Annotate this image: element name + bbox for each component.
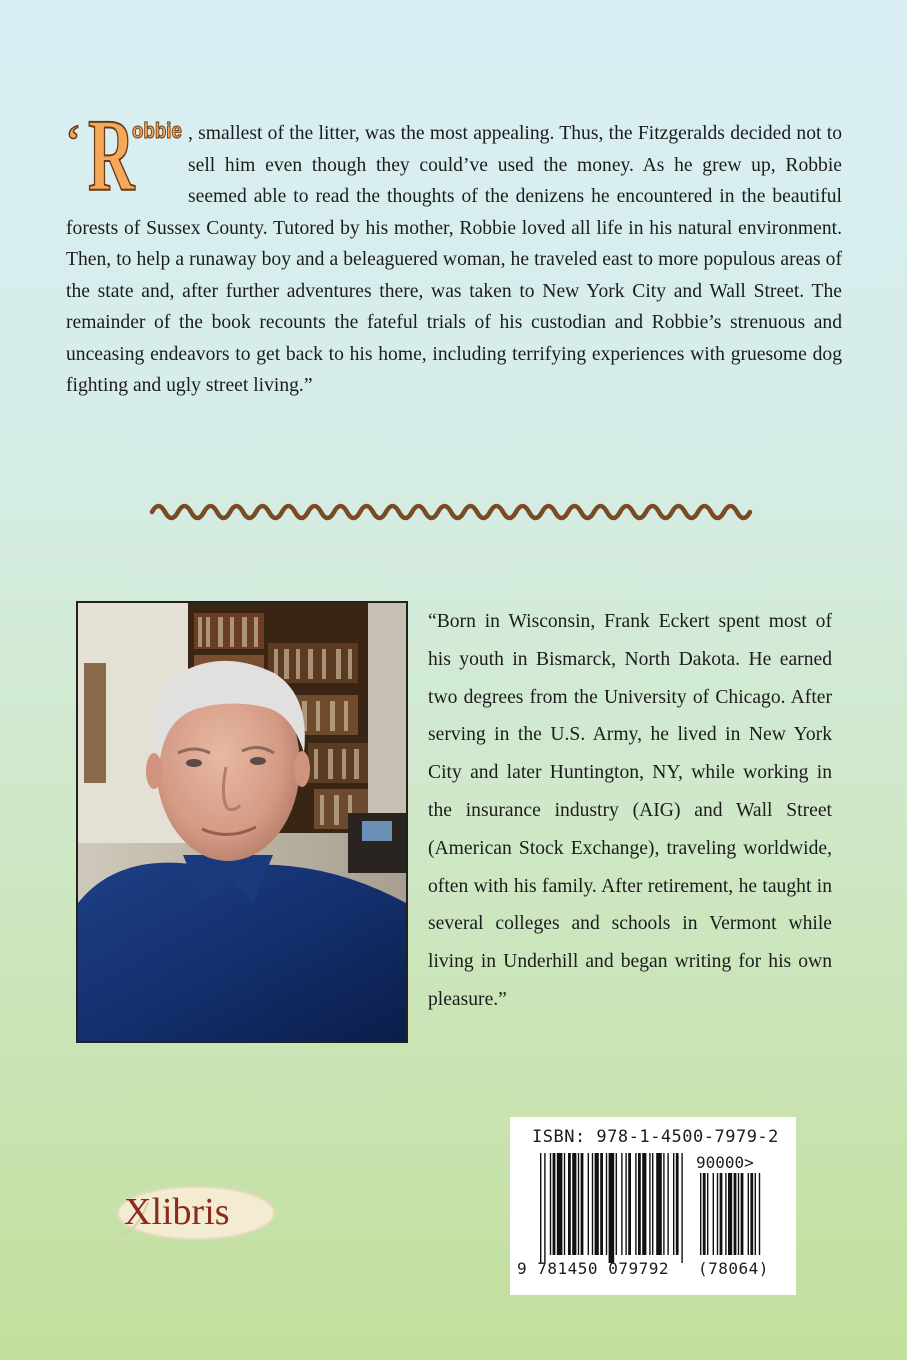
barcode-addon-bar	[713, 1173, 714, 1255]
barcode-addon-bar	[755, 1173, 756, 1255]
opening-quote-mark: ‘	[66, 118, 80, 164]
drop-cap-rest: obbie	[132, 118, 182, 143]
barcode-bar	[600, 1153, 603, 1255]
barcode-bar	[628, 1153, 631, 1255]
price-code: (78064)	[698, 1259, 769, 1278]
barcode-addon-bar	[759, 1173, 760, 1255]
barcode-bar	[588, 1153, 589, 1255]
barcode-bar	[652, 1153, 653, 1255]
wavy-divider	[148, 498, 760, 526]
barcode-bar	[568, 1153, 571, 1255]
barcode-bar	[638, 1153, 641, 1255]
barcode-addon-bar	[703, 1173, 706, 1255]
barcode-bar	[544, 1153, 545, 1263]
isbn-label: ISBN: 978-1-4500-7979-2	[532, 1127, 779, 1147]
barcode-bar	[676, 1153, 679, 1255]
barcode-addon-bar	[728, 1173, 732, 1255]
barcode-bar	[621, 1153, 622, 1255]
barcode-bar	[592, 1153, 593, 1255]
drop-cap	[66, 98, 184, 213]
barcode-bar	[564, 1153, 565, 1255]
barcode-bar	[540, 1153, 541, 1263]
price-add-on-label: 90000>	[696, 1153, 754, 1172]
barcode-bar	[606, 1153, 607, 1255]
barcode-addon-bar	[738, 1173, 739, 1255]
drop-cap-letter: R	[88, 98, 135, 213]
barcode-bar	[578, 1153, 579, 1255]
barcode-bar	[553, 1153, 556, 1255]
barcode-bar	[550, 1153, 551, 1255]
barcode-addon-bar	[725, 1173, 726, 1255]
barcode-bar	[616, 1153, 617, 1255]
barcode-addon-bar	[720, 1173, 723, 1255]
barcode-bar	[581, 1153, 584, 1255]
barcode-bar	[557, 1153, 563, 1255]
blurb-text: , smallest of the litter, was the most appealing. Thus, the Fitzgeralds decided not to sell him even though they could’ve used the money. As he grew up, Robbie seemed able to read the thoughts of the denizens he encountered in the beautiful forests of Sussex County. Tutored by his mother, Robbie loved all life in his natural environment. Then, to help a runaway boy and a beleaguered woman, he traveled east to more populous areas of the state and, after further adventures there, was taken to New York City and Wall Street. The remainder of the book recounts the fateful trials of his custodian and Robbie’s strenuous and unceasing endeavors to get back to his home, including terrifying experiences with gruesome dog fighting and ugly street living.”	[66, 123, 842, 396]
barcode-addon-bar	[707, 1173, 708, 1255]
barcode-bar	[625, 1153, 626, 1255]
barcode-bar	[609, 1153, 615, 1263]
barcode-bar	[642, 1153, 646, 1255]
barcode-bar	[663, 1153, 664, 1255]
isbn-barcode	[510, 1117, 796, 1295]
barcode-addon-bar	[750, 1173, 753, 1255]
publisher-logo	[108, 1182, 276, 1244]
barcode-bar	[681, 1153, 682, 1263]
barcode-bar	[635, 1153, 636, 1255]
ean-digits: 9 781450 079792	[517, 1259, 669, 1278]
barcode-addon-bar	[734, 1173, 737, 1255]
barcode-addon-bar	[717, 1173, 718, 1255]
barcode-bar	[667, 1153, 668, 1255]
barcode-bar	[649, 1153, 650, 1255]
barcode-bar	[572, 1153, 576, 1255]
barcode-addon-bar	[748, 1173, 749, 1255]
barcode-bar	[673, 1153, 674, 1255]
barcode-addon-bar	[741, 1173, 744, 1255]
barcode-addon-bar	[700, 1173, 701, 1255]
logo-text: Xlibris	[124, 1191, 230, 1233]
author-photo	[76, 601, 408, 1043]
barcode-bar	[656, 1153, 662, 1255]
barcode-bar	[595, 1153, 599, 1255]
book-blurb	[66, 98, 842, 402]
author-bio: “Born in Wisconsin, Frank Eckert spent most of his youth in Bismarck, North Dakota. He earned two degrees from the University of Chicago. After serving in the U.S. Army, he lived in New York City and later Huntington, NY, while working in the insurance industry (AIG) and Wall Street (American Stock Exchange), traveling worldwide, often with his family. After retirement, he taught in several colleges and schools in Vermont while living in Underhill and began writing for his own pleasure.”	[428, 611, 832, 1010]
